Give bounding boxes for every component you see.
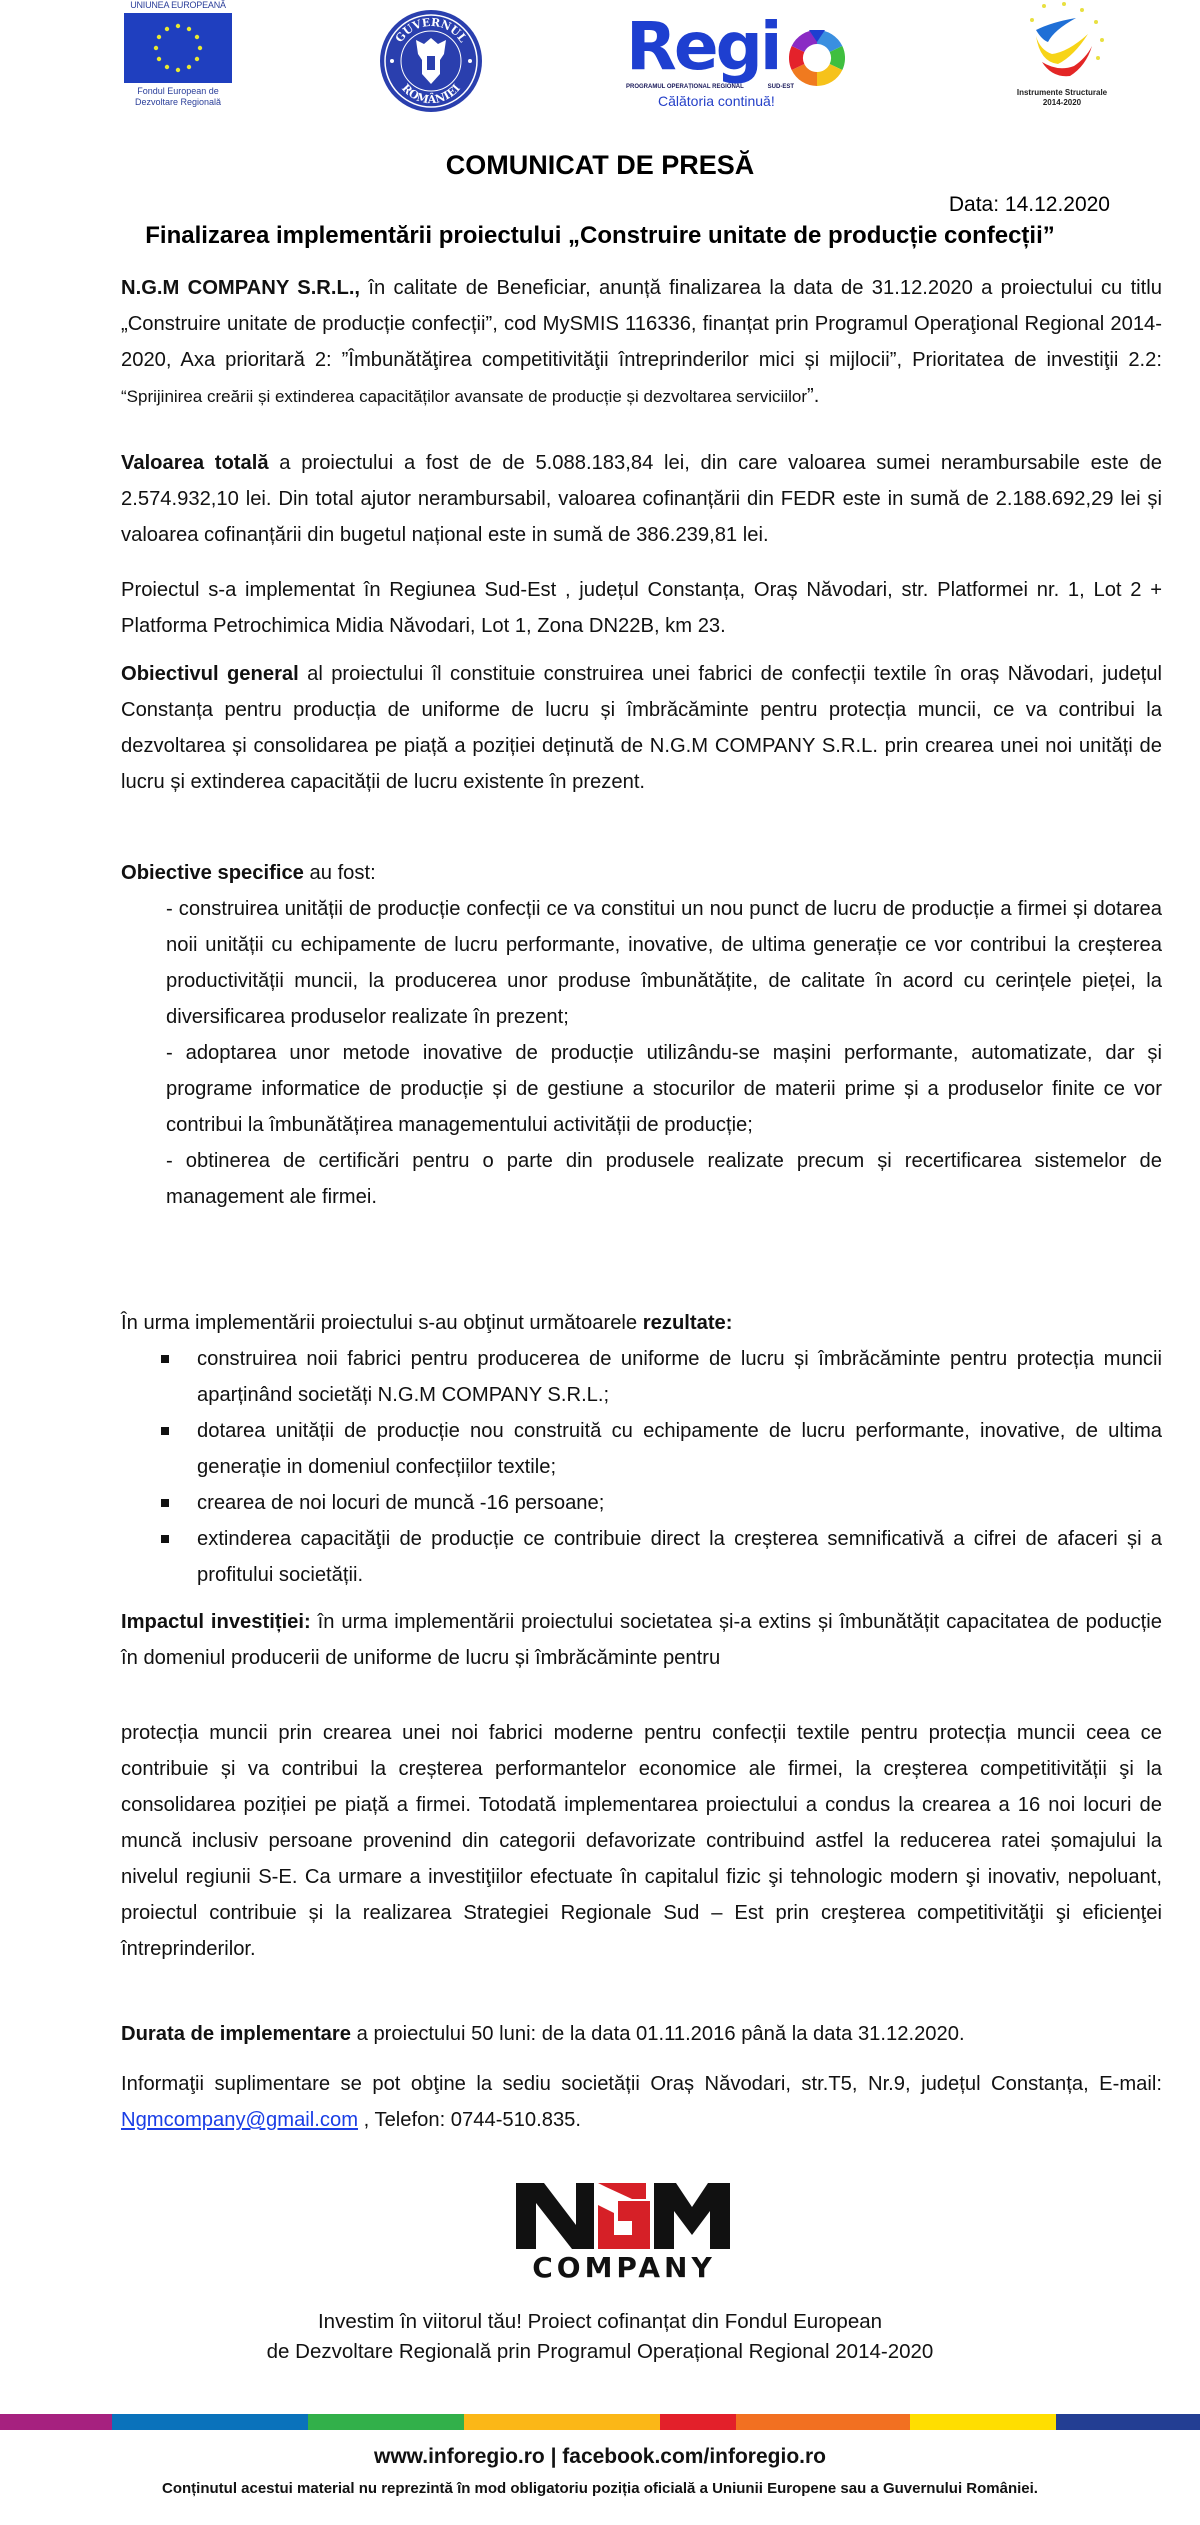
- result-item: extinderea capacităţii de producție ce contribuie direct la creșterea semnificativă a cifrei de afaceri și a profitului societății.: [121, 1521, 1162, 1593]
- specific-objective-item: - construirea unității de producție confecții ce va constitui un nou punct de lucru de producție a firmei și dotarea noii unității cu echipamente de lucru performante, inovative, de ultima generație ce vor contribui la creșterea productivității muncii, la producerea unor produse îmbunătățite, de calitate în acord cu cerințele pieței, la diversificarea produselor realizate în prezent;: [166, 898, 1162, 1028]
- impact-label: Impactul investiției:: [121, 1611, 311, 1633]
- duration-paragraph: Durata de implementare a proiectului 50 luni: de la data 01.11.2016 până la data 31.12.2020.: [121, 2023, 965, 2045]
- eu-logo: [121, 0, 235, 115]
- value-label: Valoarea totală: [121, 452, 269, 474]
- svg-text:COMPANY: COMPANY: [532, 2251, 716, 2283]
- eu-flag-icon: [124, 13, 232, 83]
- ngm-company-logo: [514, 2177, 734, 2283]
- general-objective-label: Obiectivul general: [121, 663, 299, 685]
- bullet-square-icon: [161, 1427, 169, 1435]
- beneficiary-name: N.G.M COMPANY S.R.L.,: [121, 277, 361, 299]
- result-item: construirea noii fabrici pentru producerea de uniforme de lucru și îmbrăcăminte pentru protecția muncii aparținând societăți N.G.M COMPANY S.R.L.;: [121, 1341, 1162, 1413]
- duration-label: Durata de implementare: [121, 2023, 351, 2045]
- page-title: COMUNICAT DE PRESĂ: [445, 150, 755, 180]
- value-paragraph: Valoarea totală a proiectului a fost de de 5.088.183,84 lei, din care valoarea sumei nerambursabile este de 2.574.932,10 lei. Din total ajutor nerambursabil, valoarea cofinanțării din FEDR este in sumă de 2.188.692,29 lei și valoarea cofinanțării din bugetul național este in sumă de 386.239,81 lei.: [121, 452, 1162, 546]
- result-item: crearea de noi locuri de muncă -16 persoane;: [121, 1485, 1162, 1521]
- instrumente-structurale-logo: [992, 0, 1132, 115]
- bullet-square-icon: [161, 1499, 169, 1507]
- instrumente-caption-2: 2014-2020: [1042, 98, 1082, 107]
- contact-paragraph: Informaţii suplimentare se pot obţine la sediu societății Oraș Năvodari, str.T5, Nr.9, județul Constanța, E-mail: Ngmcompany@gmail.com , Telefon: 0744-510.835.: [121, 2073, 1162, 2131]
- bullet-square-icon: [161, 1535, 169, 1543]
- regio-program-text: PROGRAMUL OPERAȚIONAL REGIONAL SUD-EST: [626, 84, 794, 90]
- svg-text:GUVERNUL: GUVERNUL: [392, 15, 470, 45]
- disclaimer: Conținutul acestui material nu reprezintă în mod obligatoriu poziția oficială a Uniunii Europene sau a Guvernului României.: [162, 2480, 1038, 2497]
- regio-logo: [626, 8, 866, 113]
- cofinancing-note: Investim în viitorul tău! Proiect cofinanțat din Fondul European de Dezvoltare Regională prin Programul Operațional Regional 2014-2020: [266, 2310, 934, 2363]
- impact-paragraph-part2: protecția muncii prin crearea unei noi fabrici moderne pentru confecții textile pentru protecția muncii ceea ce contribuie și va contribui la creșterea performantelor economice ale firmei, la creșterea competitivității şi la consolidarea poziției pe piață a firmei. Totodată implementarea proiectului a condus la crearea a 16 noi locuri de muncă inclusiv persoane provenind din categorii defavorizate contribuind astfel la reducerea ratei șomajului la nivelul regiunii S-E. Ca urmare a investiţiilor efectuate în capitalul fizic şi tehnologic modern şi inovativ, nepoluant, proiectul contribuie și la realizarea Strategiei Regionale Sud – Est prin creşterea competitivităţii şi eficienţei întreprinderilor.: [121, 1722, 1162, 1960]
- press-release-subtitle: Finalizarea implementării proiectului „Construire unitate de producție confecții”: [145, 222, 1055, 249]
- results-heading: În urma implementării proiectului s-au obţinut următoarele rezultate:: [121, 1312, 733, 1334]
- inforegio-links[interactable]: www.inforegio.ro | facebook.com/inforegio.ro: [374, 2445, 826, 2468]
- regio-tagline: Călătoria continuă!: [658, 93, 775, 109]
- svg-text:ROMÂNIEI: ROMÂNIEI: [399, 81, 463, 107]
- location-paragraph: Proiectul s-a implementat în Regiunea Sud-Est , județul Constanța, Oraș Năvodari, str. Platformei nr. 1, Lot 2 + Platforma Petrochimica Midia Năvodari, Lot 1, Zona DN22B, km 23.: [121, 579, 1162, 637]
- specific-objective-item: - adoptarea unor metode inovative de producție utilizându-se mașini performante, automatizate, dar și programe informatice de producție și de gestiune a stocurilor de materii prime și a produselor finite ce vor contribui la îmbunătățirea managementului activității de producție;: [166, 1042, 1162, 1136]
- general-objective-paragraph: Obiectivul general al proiectului îl constituie construirea unei fabrici de confecții textile în oraș Năvodari, județul Constanța pentru producția de uniforme de lucru și îmbrăcăminte pentru protecția muncii, ce va contribui la dezvoltarea și consolidarea pe piață a poziției deținută de N.G.M COMPANY S.R.L. prin crearea unei noi unități de lucru și extinderea capacității de lucru existente în prezent.: [121, 663, 1162, 793]
- bullet-square-icon: [161, 1355, 169, 1363]
- specific-objective-item: - obtinerea de certificări pentru o parte din produsele realizate precum și recertificarea sistemelor de management ale firmei.: [166, 1150, 1162, 1208]
- specific-objectives-heading: Obiective specifice au fost:: [121, 862, 376, 884]
- government-romania-seal-icon: [378, 8, 484, 114]
- press-release-date: Data: 14.12.2020: [948, 193, 1110, 216]
- header-logos: [0, 0, 1200, 125]
- eu-caption-top: UNIUNEA EUROPEANĂ: [130, 0, 226, 10]
- impact-paragraph-part1: Impactul investiției: în urma implementării proiectului societatea și-a extins și îmbunătățit capacitatea de poducție în domeniul producerii de uniforme de lucru și îmbrăcăminte pentru: [121, 1611, 1162, 1669]
- email-link[interactable]: Ngmcompany@gmail.com: [121, 2109, 359, 2131]
- eu-caption-bottom-2: Dezvoltare Regională: [134, 97, 222, 107]
- eu-caption-bottom-1: Fondul European de: [137, 86, 219, 96]
- instrumente-caption-1: Instrumente Structurale: [1016, 88, 1108, 97]
- instrumente-structurale-swoosh-icon: [992, 0, 1132, 88]
- regio-color-ring-icon: [789, 30, 845, 86]
- color-stripe-divider: [0, 2414, 1200, 2430]
- result-item: dotarea unității de producție nou construită cu echipamente de lucru performante, inovative, de ultima generație in domeniul confecțiilor textile;: [121, 1413, 1162, 1485]
- results-section: [121, 1305, 1162, 1593]
- intro-paragraph: N.G.M COMPANY S.R.L., în calitate de Beneficiar, anunță finalizarea la data de 31.12.2020 a proiectului cu titlu „Construire unitate de producție confecții”, cod MySMIS 116336, finanțat prin Programul Operaţional Regional 2014-2020, Axa prioritară 2: ”Îmbunătăţirea competitivităţii întreprinderilor mici și mijlocii”, Prioritatea de investiţii 2.2: “Sprijinirea creării și extinderea capacităților avansate de producție și dezvoltarea serviciilor”.: [121, 277, 1162, 407]
- regio-wordmark: Regi: [626, 8, 780, 85]
- specific-objectives-section: [121, 855, 1162, 1215]
